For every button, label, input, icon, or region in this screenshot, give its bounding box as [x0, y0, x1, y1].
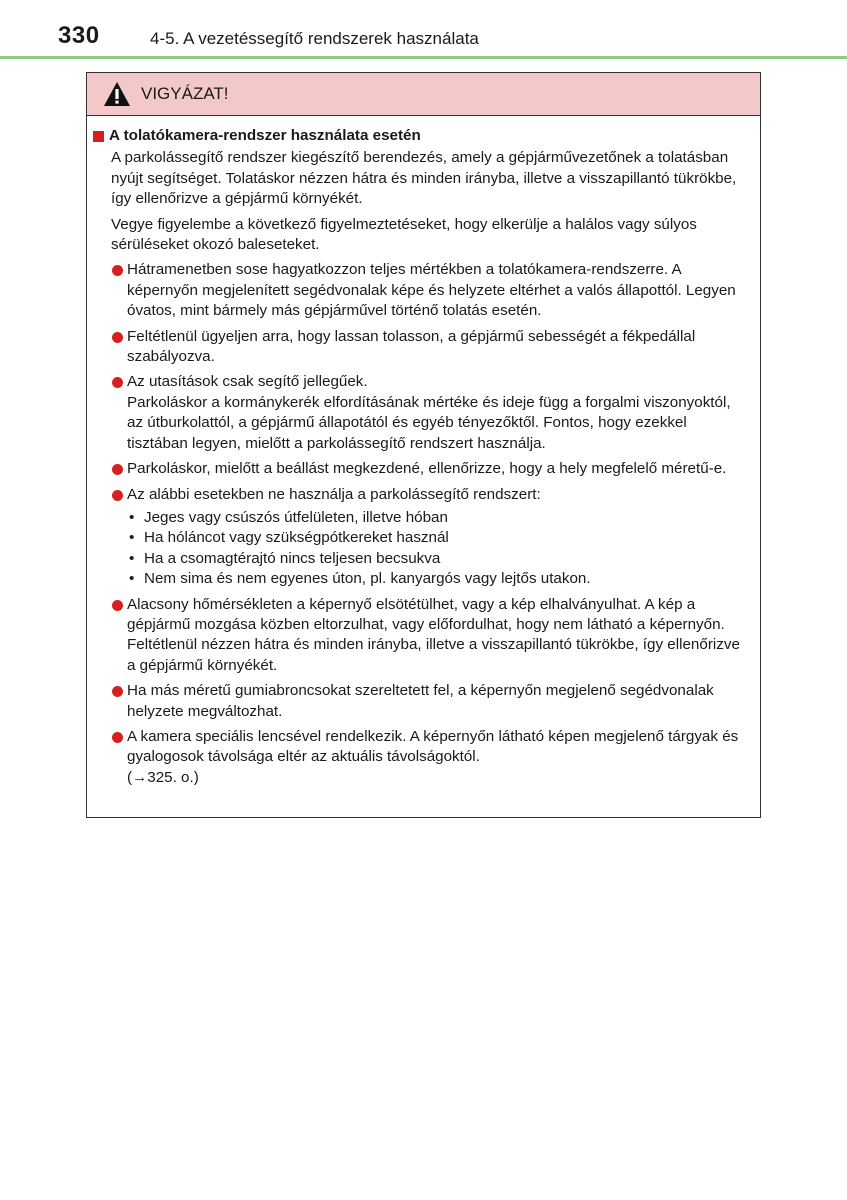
condition-text: Jeges vagy csúszós útfelületen, illetve hóban — [144, 508, 448, 526]
list-item-text: Ha más méretű gumiabroncsokat szereltetett fel, a képernyőn megjelenő segédvonalak helyzete megváltozhat. — [127, 682, 714, 720]
conditions-list — [127, 508, 750, 590]
condition-item — [127, 508, 750, 528]
list-item — [87, 372, 760, 454]
warning-subheading — [87, 126, 760, 146]
section-title: 4-5. A vezetéssegítő rendszerek használata — [150, 29, 479, 48]
red-bullet-icon — [112, 732, 123, 743]
condition-item — [127, 549, 750, 569]
warning-header — [87, 73, 760, 116]
list-item-text: A kamera speciális lencsével rendelkezik. A képernyőn látható képen megjelenő tárgyak és gyalogosok távolsága eltér az aktuális távolságoktól. — [127, 727, 739, 766]
red-bullet-icon — [112, 377, 123, 388]
bullet-icon: • — [129, 549, 135, 567]
warning-box — [86, 72, 761, 818]
list-item — [87, 260, 760, 321]
header-divider — [0, 56, 847, 59]
red-bullet-icon — [112, 265, 123, 276]
list-item-continuation: Parkoláskor a kormánykerék elfordításának mértéke és ideje függ a forgalmi viszonyoktól, az útburkolattól, a gépjármű állapotától és egyéb tényezőktől. Fontos, hogy ezekkel tisztában legyen, mielőtt a parkolássegítő rendszert használja. — [127, 393, 731, 452]
condition-text: Ha hóláncot vagy szükségpótkereket használ — [144, 529, 449, 547]
list-item — [87, 485, 760, 590]
list-item-text: Az alábbi esetekben ne használja a parkolássegítő rendszert: — [127, 485, 541, 503]
list-item — [87, 327, 760, 368]
list-item-text: Hátramenetben sose hagyatkozzon teljes mértékben a tolatókamera-rendszerre. A képernyőn megjelenített segédvonalak képe és helyzete eltérhet a valós állapottól. Legyen óvatos, mint bármely más gépjárművel történő tolatás esetén. — [127, 261, 736, 320]
list-item-text: Az utasítások csak segítő jellegűek. — [127, 373, 368, 391]
list-item-text: Feltétlenül ügyeljen arra, hogy lassan tolasson, a gépjármű sebességét a fékpedállal szabályozva. — [127, 327, 696, 366]
page-header — [0, 0, 847, 60]
red-bullet-icon — [112, 464, 123, 475]
bullet-icon: • — [129, 529, 135, 547]
condition-item — [127, 528, 750, 548]
bullet-icon: • — [129, 508, 135, 526]
red-bullet-icon — [112, 490, 123, 501]
warning-subheading-text: A tolatókamera-rendszer használata esetén — [109, 127, 421, 144]
list-item — [87, 459, 760, 479]
red-bullet-icon — [112, 600, 123, 611]
red-square-icon — [93, 131, 104, 142]
condition-item — [127, 569, 750, 589]
intro-paragraph: Vegye figyelembe a következő figyelmeztetéseket, hogy elkerülje a halálos vagy súlyos sérüléseket okozó baleseteket. — [111, 215, 697, 254]
red-bullet-icon — [112, 686, 123, 697]
bullet-icon: • — [129, 570, 135, 588]
red-bullet-icon — [112, 332, 123, 343]
warning-triangle-icon — [103, 81, 131, 107]
list-item — [87, 727, 760, 788]
warning-content — [87, 126, 760, 793]
list-item — [87, 595, 760, 677]
list-item-text: Parkoláskor, mielőtt a beállást megkezdené, ellenőrizze, hogy a hely megfelelő méretű-e. — [127, 460, 727, 478]
intro-paragraph: A parkolássegítő rendszer kiegészítő berendezés, amely a gépjárművezetőnek a tolatásban nyújt segítséget. Tolatáskor nézzen hátra és minden irányba, illetve a visszapillantó tükrökbe, így ellenőrizve a gépjármű környékét. — [111, 149, 737, 208]
warning-label: VIGYÁZAT! — [141, 84, 229, 103]
page-number: 330 — [58, 22, 100, 49]
list-item-text: Alacsony hőmérsékleten a képernyő elsötétülhet, vagy a kép elhalványulhat. A kép a gépjármű mozgása közben eltorzulhat, vagy előfordulhat, hogy nem látható a képernyőn. Feltétlenül nézzen hátra és minden irányba, illetve a visszapillantó tükrökbe, így ellenőrizve a gépjármű környékét. — [127, 595, 740, 674]
condition-text: Nem sima és nem egyenes úton, pl. kanyargós vagy lejtős utakon. — [144, 570, 591, 588]
condition-text: Ha a csomagtérajtó nincs teljesen becsukva — [144, 549, 441, 567]
page-reference: (→325. o.) — [127, 768, 199, 786]
list-item — [87, 681, 760, 722]
